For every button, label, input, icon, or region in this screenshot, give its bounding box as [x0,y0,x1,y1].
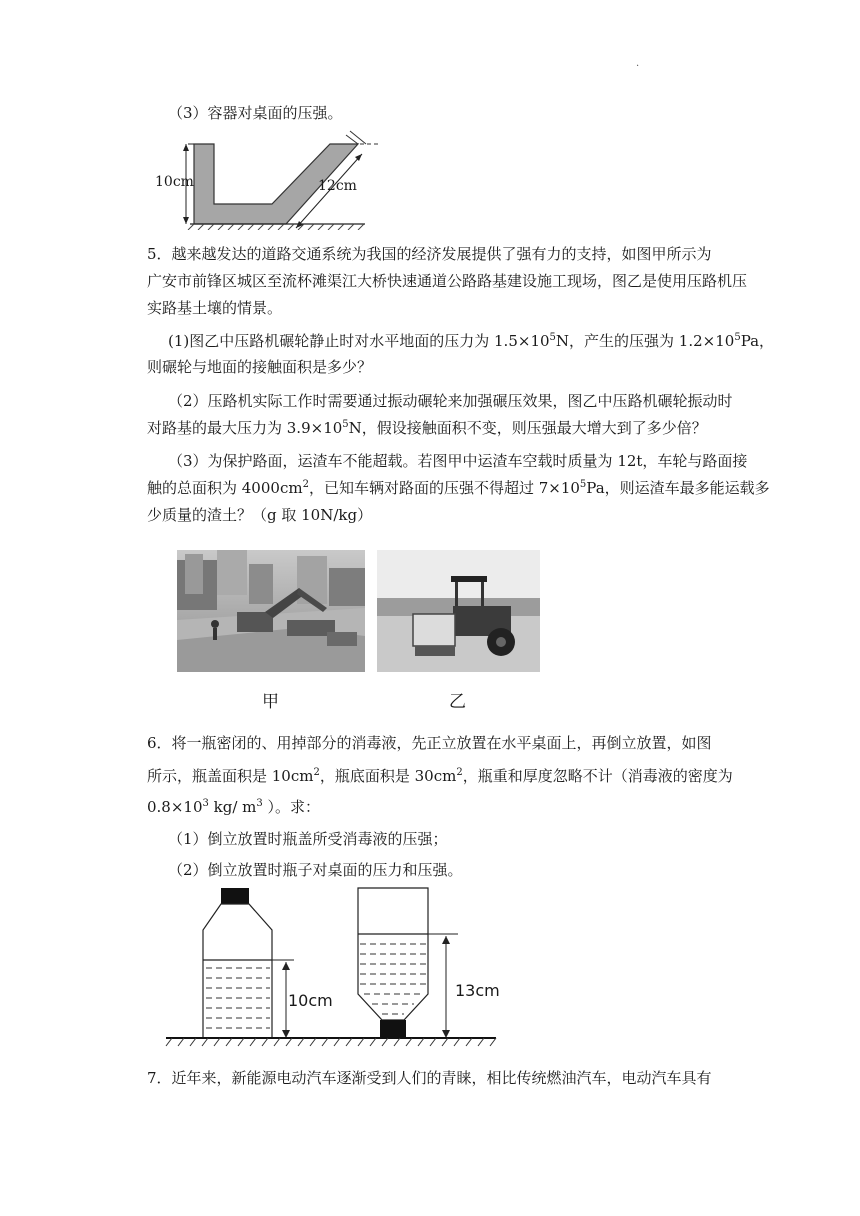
q6-line1: 6．将一瓶密闭的、用掉部分的消毒液，先正立放置在水平桌面上，再倒立放置，如图 [147,734,712,752]
road-roller-photo [377,550,540,672]
q6-line3: $0.8\times 10^3$ kg/ $m^3$ ）。求： [147,798,321,816]
construction-site-photo [177,550,365,672]
q5-part1-line1: (1)图乙中压路机碾轮静止时对水平地面的压力为 $1.5\times 10^5N$，产生的压强为 $1.2\times 10^5Pa$， [168,332,775,350]
q5-part3-line2: 触的总面积为 $4000cm^2$，已知车辆对路面的压强不得超过 $7\times 10^5Pa$，则运渣车最多能运载多 [147,479,770,497]
photo-a-label: 甲 [262,692,279,712]
q6-part2: （2）倒立放置时瓶子对桌面的压力和压强。 [168,861,463,879]
q4-part3: （3）容器对桌面的压强。 [168,104,343,122]
header-mark: . [636,58,640,69]
fig1-height-label: 10cm [155,174,194,190]
inverted-height-label: 13cm [455,981,500,1000]
q6-line2: 所示，瓶盖面积是 $10cm^2$，瓶底面积是 $30cm^2$，瓶重和厚度忽略不计（消毒液的密度为 [147,767,733,785]
fig1-slant-label: 12cm [318,178,357,194]
upright-height-label: 10cm [288,991,333,1010]
q5-part3-line1: （3）为保护路面，运渣车不能超载。若图甲中运渣车空载时质量为 12t，车轮与路面接 [168,452,748,470]
q5-line1: 5．越来越发达的道路交通系统为我国的经济发展提供了强有力的支持，如图甲所示为 [147,245,712,263]
q5-line3: 实路基土壤的情景。 [147,299,283,317]
q7-line1: 7．近年来，新能源电动汽车逐渐受到人们的青睐，相比传统燃油汽车，电动汽车具有 [147,1069,712,1087]
q5-part1-line2: 则碾轮与地面的接触面积是多少？ [147,358,373,376]
photo-b-label: 乙 [449,692,466,712]
q6-part1: （1）倒立放置时瓶盖所受消毒液的压强； [168,830,448,848]
q5-line2: 广安市前锋区城区至流杯滩渠江大桥快速通道公路路基建设施工现场，图乙是使用压路机压 [147,272,748,290]
q5-part2-line2: 对路基的最大压力为 $3.9\times 10^5N$，假设接触面积不变，则压强最大增大到了多少倍？ [147,419,707,437]
bottle-figure [160,884,500,1054]
q5-part3-line3: 少质量的渣土？（g 取 10N/kg） [147,506,373,524]
q5-part2-line1: （2）压路机实际工作时需要通过振动碾轮来加强碾压效果，图乙中压路机碾轮振动时 [168,392,733,410]
